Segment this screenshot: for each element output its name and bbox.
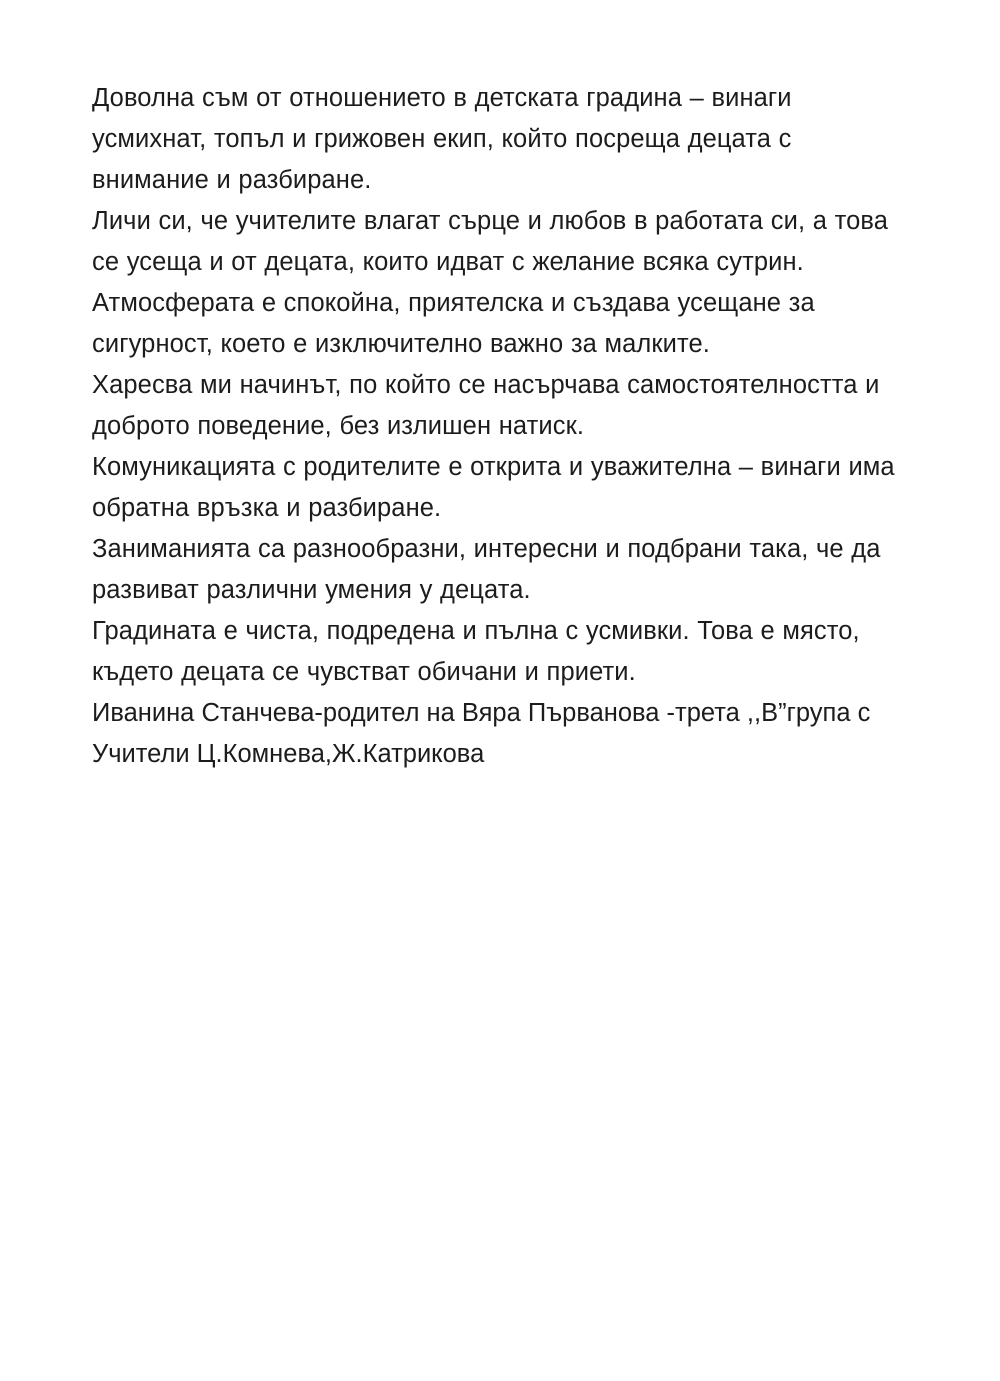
signature-line-1: Иванина Станчева-родител на Вяра Първанова -трета ,,В”група с <box>92 699 871 727</box>
paragraph-1: Доволна съм от отношението в детската градина – винаги усмихнат, топъл и грижовен екип, който посреща децата с внимание и разбиране. <box>92 84 792 194</box>
signature-line-2: Учители Ц.Комнева,Ж.Катрикова <box>92 740 485 768</box>
paragraph-6: Заниманията са разнообразни, интересни и подбрани така, че да развиват различни умения у децата. <box>92 535 881 604</box>
paragraph-5: Комуникацията с родителите е открита и уважителна – винаги има обратна връзка и разбиране. <box>92 453 895 522</box>
paragraph-3: Атмосферата е спокойна, приятелска и създава усещане за сигурност, което е изключително важно за малките. <box>92 289 815 358</box>
paragraph-4: Харесва ми начинът, по който се насърчава самостоятелността и доброто поведение, без излишен натиск. <box>92 371 880 440</box>
document-text-body <box>92 78 912 775</box>
paragraph-2: Личи си, че учителите влагат сърце и любов в работата си, а това се усеща и от децата, които идват с желание всяка сутрин. <box>92 207 888 276</box>
paragraph-7: Градината е чиста, подредена и пълна с усмивки. Това е място, където децата се чувстват обичани и приети. <box>92 617 860 686</box>
